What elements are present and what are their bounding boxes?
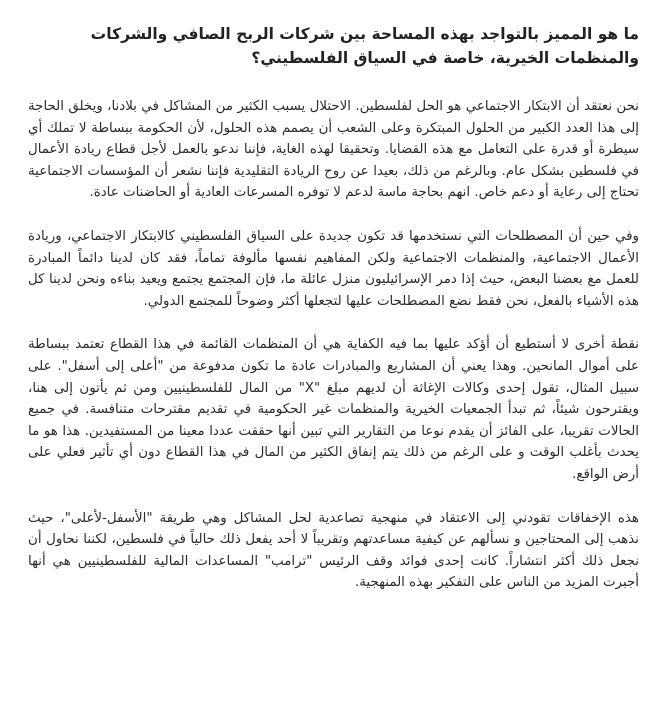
- article-heading: ما هو المميز بالتواجد بهذه المساحة بين شركات الربح الصافي والشركات والمنظمات الخيرية، خاصة في السياق الفلسطيني؟: [90, 25, 639, 67]
- paragraph-social-innovation: نحن نعتقد أن الابتكار الاجتماعي هو الحل لفلسطين. الاحتلال يسبب الكثير من المشاكل في بلادنا، ويخلق الحاجة إلى هذا العدد الكبير من الحلول المبتكرة وعلى الشعب أن يصمم هذه الحلول، لأن الحكومة ببساطة لا تملك أي سيطرة أو قدرة على التعامل مع هذه القضايا. وتحقيقا لهذه الغاية، فإننا ندعو بالعمل لأجل قطاع ريادة الأعمال في فلسطين بشكل عام. وبالرغم من ذلك، بعيدا عن روح الريادة التقليدية فإننا نشعر أن المؤسسات الاجتماعية تحتاج إلى رعاية أو دعم خاص. انهم بحاجة ماسة لدعم لا توفره المسرعات العادية أو الحاضنات عادة.: [28, 99, 639, 201]
- paragraph-bottom-up: هذه الإخفاقات تقودني إلى الاعتقاد في منهجية تصاعدية لحل المشاكل وهي طريقة "الأسفل-لأعلى"، حيث نذهب إلى المحتاجين و نسألهم عن كيفية مساعدتهم وتقريباً لا أحد يفعل ذلك حالياً في فلسطين، لكننا نحاول أن نجعل ذلك أكثر انتشاراً. كانت إحدى فوائد وقف الرئيس "ترامب" المساعدات المالية للفلسطينيين هي أنها أجبرت المزيد من الناس على التفكير بهذه المنهجية.: [28, 510, 639, 591]
- paragraph-donor-funding: نقطة أخرى لا أستطيع أن أؤكد عليها بما فيه الكفاية هي أن المنظمات القائمة في هذا القطاع تعتمد ببساطة على أموال المانحين. وهذا يعني أن المشاريع والمبادرات عادة ما تكون مدفوعة من "أعلى إلى أسفل". على سبيل المثال، تقول إحدى وكالات الإغاثة أن لديهم مبلغ "X" من المال للفلسطينيين ومن ثم يأتون إلى هنا، ويقترحون شيئاً، ثم تبدأ الجمعيات الخيرية والمنظمات غير الحكومية في تقديم مقترحات متنافسة. في جميع الحالات تقريبا، على الفائز أن يقدم نوعا من التقارير التي تبين أنها حققت عددا معينا من المستفيدين. هذا هو ما يحدث بأغلب الوقت و على الرغم من ذلك يتم إنفاق الكثير من المال في هذا القطاع دون أي تأثير فعلي على أرض الواقع.: [28, 337, 639, 482]
- paragraph-terminology: وفي حين أن المصطلحات التي نستخدمها قد تكون جديدة على السياق الفلسطيني كالابتكار الاجتماعي، وريادة الأعمال الاجتماعية، والمنظمات الاجتماعية ولكن المفاهيم نفسها مألوفة تماماً، فقد كان لدينا دائماً المبادرة للعمل مع بعضنا البعض، حيث إذا دمر الإسرائيليون منزل عائلة ما، فإن المجتمع يجتمع ويعيد بناءه ونحن لدينا كل هذه الأشياء بالفعل، نحن فقط نضع المصطلحات عليها لتجعلها أكثر وضوحاً للمجتمع الدولي.: [28, 228, 639, 309]
